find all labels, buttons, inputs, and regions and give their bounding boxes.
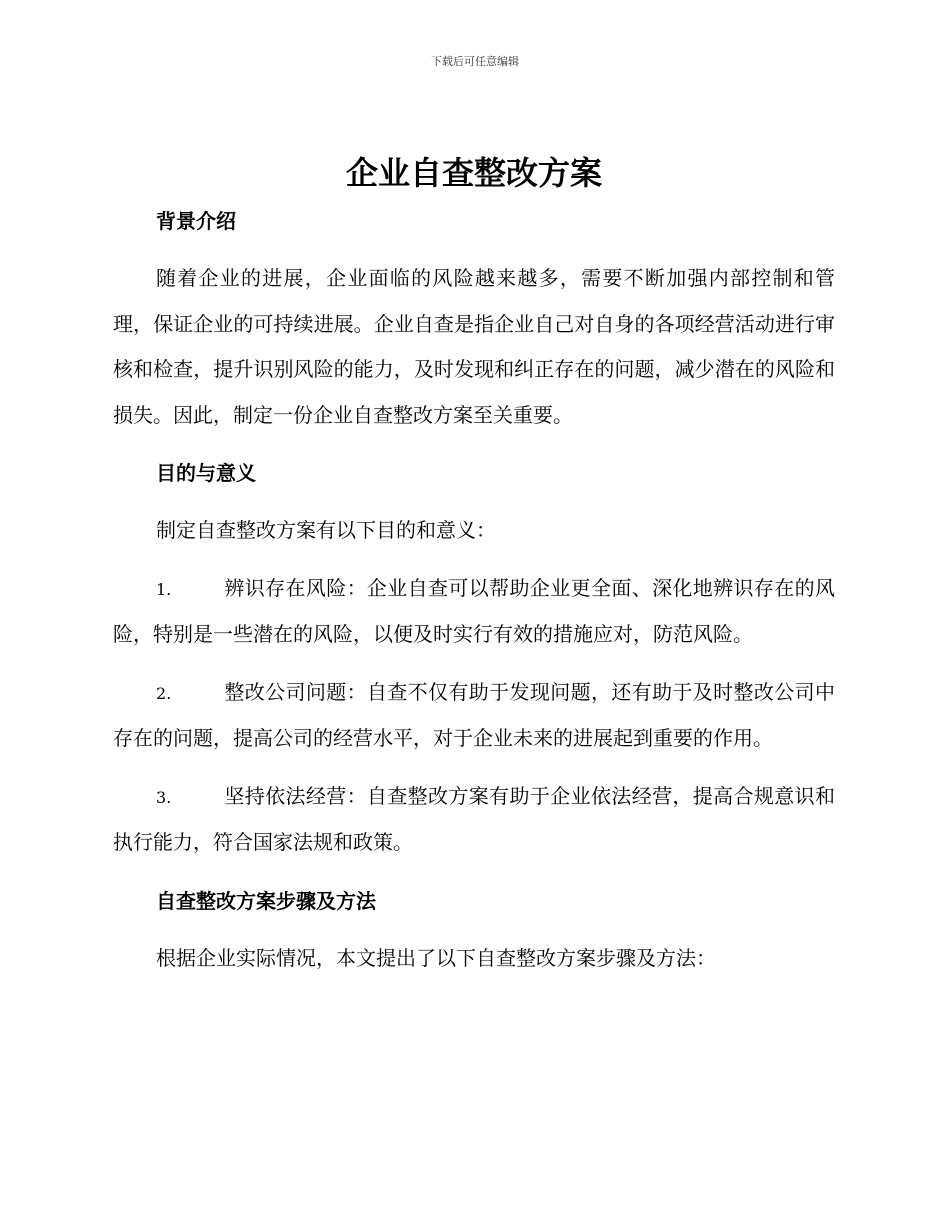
- list-item-number: 1.: [156, 579, 172, 599]
- list-item-text: 辨识存在风险：企业自查可以帮助企业更全面、深化地辨识存在的风险，特别是一些潜在的风险，以便及时实行有效的措施应对，防范风险。: [113, 575, 835, 646]
- purpose-intro-paragraph: 制定自查整改方案有以下目的和意义：: [156, 518, 496, 542]
- section-heading-steps: 自查整改方案步骤及方法: [156, 888, 376, 913]
- section-heading-purpose: 目的与意义: [156, 461, 256, 485]
- list-item-number: 2.: [156, 683, 172, 703]
- steps-intro-paragraph: 根据企业实际情况，本文提出了以下自查整改方案步骤及方法：: [156, 945, 716, 970]
- document-title: 企业自查整改方案: [345, 154, 602, 192]
- list-item-text: 整改公司问题：自查不仅有助于发现问题，还有助于及时整改公司中存在的问题，提高公司的经营水平，对于企业未来的进展起到重要的作用。: [113, 679, 835, 750]
- section-heading-background: 背景介绍: [156, 209, 236, 233]
- list-item: [113, 670, 835, 762]
- list-item-number: 3.: [156, 787, 172, 807]
- background-paragraph: 随着企业的进展，企业面临的风险越来越多，需要不断加强内部控制和管理，保证企业的可持续进展。企业自查是指企业自己对自身的各项经营活动进行审核和检查，提升识别风险的能力，及时发现和纠正存在的问题，减少潜在的风险和损失。因此，制定一份企业自查整改方案至关重要。: [113, 266, 835, 427]
- list-item: [113, 774, 835, 866]
- header-note: 下载后可任意编辑: [431, 55, 519, 68]
- list-item: [113, 566, 835, 658]
- document-body: [113, 148, 835, 981]
- list-item-text: 坚持依法经营：自查整改方案有助于企业依法经营，提高合规意识和执行能力，符合国家法规和政策。: [113, 783, 835, 854]
